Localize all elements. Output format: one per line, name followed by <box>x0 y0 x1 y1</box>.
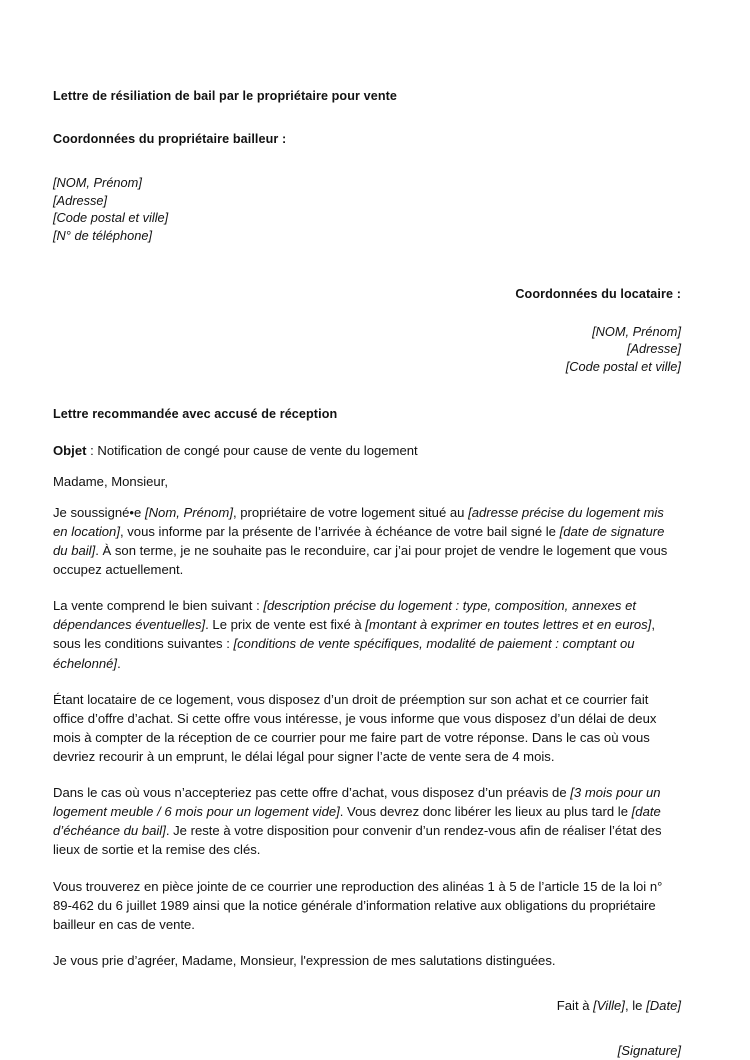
p2-placeholder-description: [description précise du logement : type, composition, annexes et dépendances éventuelles] <box>53 598 637 633</box>
p1-text-1: Je soussigné•e <box>53 504 145 520</box>
p2-placeholder-amount: [montant à exprimer en toutes lettres et en euros] <box>365 617 652 633</box>
closing-salutation: Je vous prie d’agréer, Madame, Monsieur, l'expression de mes salutations distinguées. <box>53 952 556 968</box>
landlord-address-line: [N° de téléphone] <box>53 227 153 243</box>
subject-text: : Notification de congé pour cause de vente du logement <box>86 442 418 458</box>
p1-placeholder-name: [Nom, Prénom] <box>144 504 233 520</box>
tenant-address-line: [NOM, Prénom] <box>592 323 681 339</box>
p4-text-2: . Vous devrez donc libérer les lieux au plus tard le <box>339 804 632 820</box>
p1-text-2: , propriétaire de votre logement situé au <box>232 504 469 520</box>
p4-placeholder-notice-period: [3 mois pour un logement meuble / 6 mois pour un logement vide] <box>53 785 661 820</box>
p2-placeholder-conditions: [conditions de vente spécifiques, modalité de paiement : comptant ou échelonné] <box>53 636 635 671</box>
landlord-address-line: [NOM, Prénom] <box>53 175 142 190</box>
paragraph-2 <box>53 596 681 672</box>
paragraph-3: Étant locataire de ce logement, vous disposez d’un droit de préemption sur son achat et ce courrier fait office d’offre d’achat. Si cette offre vous intéresse, je vous informe que vous disposez d’un délai de deux mois à compter de la réception de ce courrier pour me faire part de votre réponse. Dans le cas où vous devriez recourir à un emprunt, le délai légal pour signer l’acte de vente sera de 4 mois. <box>53 691 657 765</box>
landlord-address-line: [Adresse] <box>53 192 108 208</box>
place-date-line <box>53 996 681 1015</box>
paragraph-5: Vous trouverez en pièce jointe de ce courrier une reproduction des alinéas 1 à 5 de l’article 15 de la loi n° 89-462 du 6 juillet 1989 ainsi que la notice générale d’information relative aux obligations du propriétaire bailleur en cas de vente. <box>53 878 663 932</box>
paragraph-1 <box>53 503 681 579</box>
salutation: Madame, Monsieur, <box>53 473 168 489</box>
subject-line <box>53 441 681 460</box>
p2-text-2: . Le prix de vente est fixé à <box>205 617 366 633</box>
landlord-address-block <box>53 174 681 245</box>
place-date-text-2: , le <box>624 998 647 1013</box>
p2-text-3: , sous les conditions suivantes : <box>53 617 655 652</box>
p1-text-3: , vous informe par la présente de l’arrivée à échéance de votre bail signé le <box>119 523 560 539</box>
tenant-heading: Coordonnées du locataire : <box>515 286 681 301</box>
registered-mail-notice: Lettre recommandée avec accusé de réception <box>53 406 338 421</box>
p2-text-1: La vente comprend le bien suivant : <box>53 598 264 614</box>
p4-text-1: Dans le cas où vous n’accepteriez pas cette offre d’achat, vous disposez d’un préavis de <box>53 785 571 801</box>
place-date-text-1: Fait à <box>556 998 594 1013</box>
date-placeholder: [Date] <box>646 998 681 1013</box>
paragraph-4 <box>53 783 681 859</box>
p1-placeholder-address: [adresse précise du logement mis en location] <box>53 504 664 539</box>
tenant-address-line: [Code postal et ville] <box>565 358 681 374</box>
p2-text-4: . <box>117 655 121 671</box>
signature-placeholder: [Signature] <box>617 1043 681 1059</box>
document-title: Lettre de résiliation de bail par le propriétaire pour vente <box>53 89 398 103</box>
letter-content <box>53 88 681 1060</box>
p4-placeholder-lease-end-date: [date d’échéance du bail] <box>53 804 661 839</box>
p4-text-3: . Je reste à votre disposition pour convenir d’un rendez-vous afin de réaliser l’état des lieux de sortie et la remise des clés. <box>53 823 662 858</box>
place-placeholder: [Ville] <box>593 998 625 1013</box>
landlord-address-line: [Code postal et ville] <box>53 210 169 226</box>
tenant-address-block <box>53 323 681 376</box>
p1-placeholder-signature-date: [date de signature du bail] <box>53 523 665 559</box>
landlord-heading: Coordonnées du propriétaire bailleur : <box>53 132 287 146</box>
subject-label: Objet <box>53 442 87 458</box>
tenant-address-line: [Adresse] <box>626 341 681 357</box>
p1-text-4: . À son terme, je ne souhaite pas le reconduire, car j’ai pour projet de vendre le logement que vous occupez actuellement. <box>53 543 668 578</box>
